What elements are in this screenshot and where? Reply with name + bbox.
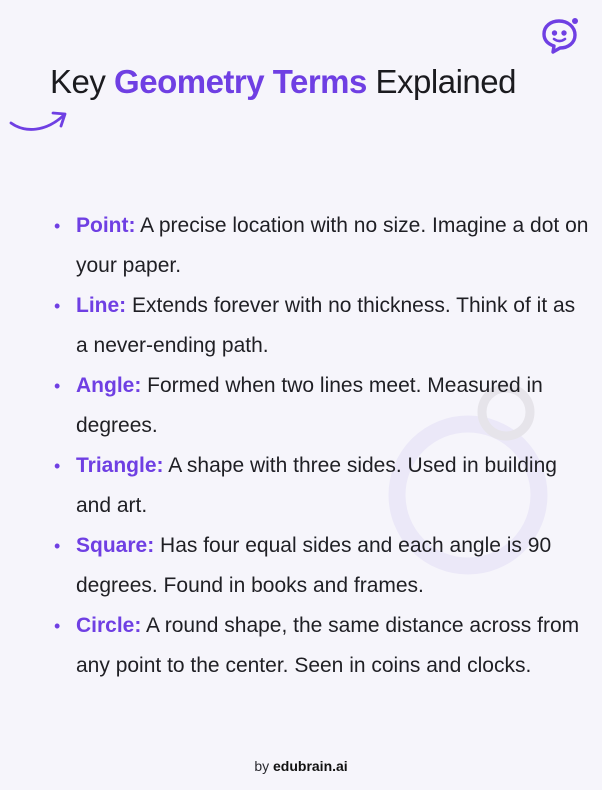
term-description: Formed when two lines meet. Measured in degrees. bbox=[76, 374, 543, 437]
term-label: Angle: bbox=[76, 374, 142, 397]
term-item-circle bbox=[50, 606, 590, 686]
title-prefix: Key bbox=[50, 63, 106, 100]
term-label: Triangle: bbox=[76, 454, 164, 477]
title-highlight: Geometry Terms bbox=[114, 63, 367, 100]
term-description: Extends forever with no thickness. Think of it as a never-ending path. bbox=[76, 294, 576, 357]
bullet-icon: • bbox=[54, 616, 61, 636]
bullet-icon: • bbox=[54, 456, 61, 476]
page-title bbox=[50, 63, 516, 101]
term-item-line bbox=[50, 286, 590, 366]
footer-brand: edubrain.ai bbox=[273, 758, 348, 774]
bullet-icon: • bbox=[54, 216, 61, 236]
term-item-square bbox=[50, 526, 590, 606]
bullet-icon: • bbox=[54, 376, 61, 396]
term-label: Square: bbox=[76, 534, 155, 557]
term-description: A precise location with no size. Imagine a dot on your paper. bbox=[76, 214, 589, 277]
term-label: Line: bbox=[76, 294, 127, 317]
footer-credit bbox=[0, 758, 602, 774]
edubrain-chat-face-icon bbox=[535, 12, 583, 60]
bullet-icon: • bbox=[54, 536, 61, 556]
footer-prefix: by bbox=[254, 758, 270, 774]
term-description: A round shape, the same distance across from any point to the center. Seen in coins and clocks. bbox=[76, 614, 580, 677]
geometry-terms-list bbox=[50, 206, 590, 686]
title-suffix: Explained bbox=[375, 63, 516, 100]
term-label: Point: bbox=[76, 214, 136, 237]
term-item-angle bbox=[50, 366, 590, 446]
bullet-icon: • bbox=[54, 296, 61, 316]
term-description: Has four equal sides and each angle is 90 degrees. Found in books and frames. bbox=[76, 534, 552, 597]
term-description: A shape with three sides. Used in building and art. bbox=[76, 454, 557, 517]
curved-arrow-icon bbox=[8, 106, 70, 134]
term-label: Circle: bbox=[76, 614, 142, 637]
term-item-triangle bbox=[50, 446, 590, 526]
term-item-point bbox=[50, 206, 590, 286]
